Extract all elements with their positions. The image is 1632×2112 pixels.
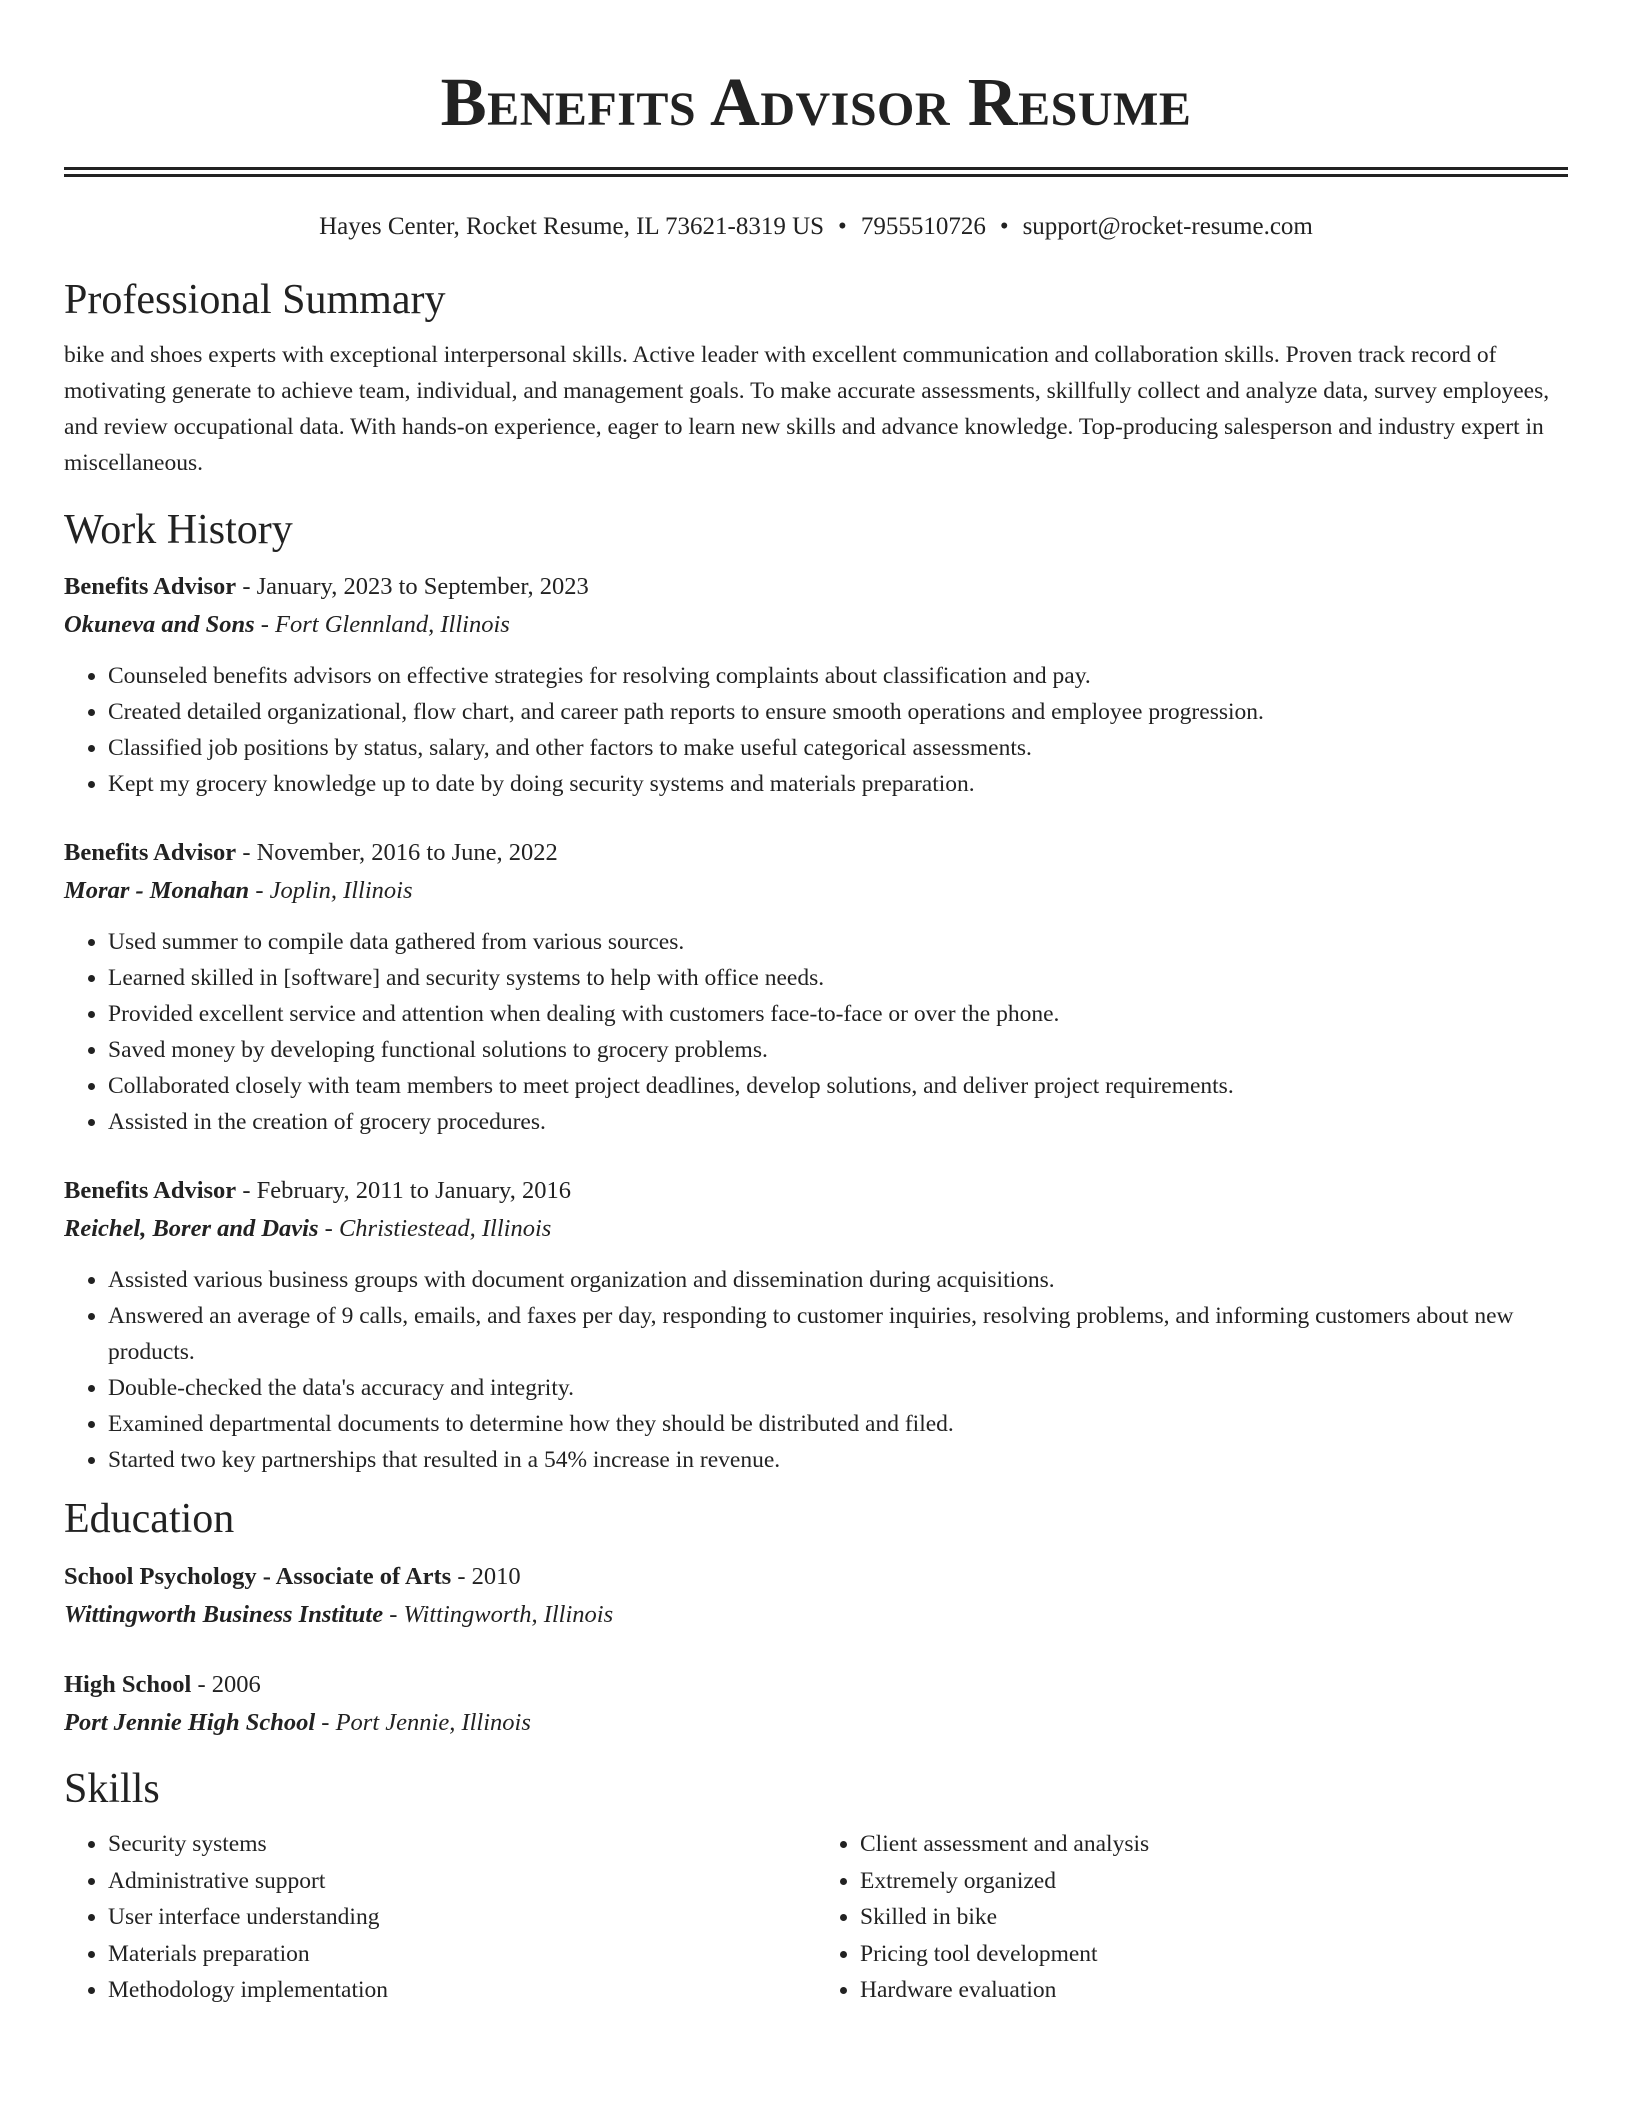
education-entry	[64, 1558, 1568, 1634]
job-bullets	[64, 924, 1568, 1140]
summary-heading: Professional Summary	[64, 277, 446, 323]
job-dates: - February, 2011 to January, 2016	[236, 1177, 571, 1204]
contact-separator: •	[999, 213, 1009, 240]
school-name: Wittingworth Business Institute	[64, 1601, 384, 1628]
list-item: • Assisted in the creation of grocery procedures.	[108, 1104, 1568, 1140]
list-item: • Skilled in bike	[860, 1899, 1568, 1936]
summary-text: bike and shoes experts with exceptional interpersonal skills. Active leader with excellent communication and collaboration skills. Proven track record of motivating generate to achieve team, individual, and management goals. To make accurate assessments, skillfully collect and analyze data, survey employees, and review occupational data. With hands-on experience, eager to learn new skills and advance knowledge. Top-producing salesperson and industry expert in miscellaneous.	[64, 342, 1550, 476]
school-line	[64, 1596, 1568, 1634]
company-location: - Fort Glennland, Illinois	[254, 611, 510, 638]
list-item: • Collaborated closely with team members to meet project deadlines, develop solutions, and deliver project requirements.	[108, 1068, 1568, 1104]
education-entry	[64, 1666, 1568, 1742]
degree-name: High School	[64, 1671, 192, 1698]
job-title: Benefits Advisor	[64, 839, 237, 866]
job-entry	[64, 1172, 1568, 1478]
degree-line	[64, 1558, 1568, 1596]
company-name: Reichel, Borer and Davis	[64, 1215, 319, 1242]
degree-year: - 2010	[451, 1563, 521, 1590]
job-title-line	[64, 1172, 1568, 1210]
list-item: • Pricing tool development	[860, 1936, 1568, 1973]
degree-name: School Psychology - Associate of Arts	[64, 1563, 452, 1590]
degree-line	[64, 1666, 1568, 1704]
company-location: - Christiestead, Illinois	[318, 1215, 552, 1242]
job-title-line	[64, 834, 1568, 872]
resume-title: Benefits Advisor Resume	[440, 64, 1192, 140]
job-entry	[64, 568, 1568, 802]
contact-email: support@rocket-resume.com	[1022, 213, 1313, 240]
company-name: Okuneva and Sons	[64, 611, 255, 638]
list-item: • Client assessment and analysis	[860, 1826, 1568, 1863]
contact-line	[64, 211, 1568, 243]
list-item: • Examined departmental documents to determine how they should be distributed and filed.	[108, 1406, 1568, 1442]
title-double-rule	[64, 167, 1568, 177]
contact-phone: 7955510726	[860, 213, 986, 240]
list-item: • Provided excellent service and attention when dealing with customers face-to-face or over the phone.	[108, 996, 1568, 1032]
education-heading: Education	[64, 1496, 235, 1542]
job-bullets	[64, 1262, 1568, 1478]
list-item: • Answered an average of 9 calls, emails, and faxes per day, responding to customer inquiries, resolving problems, and informing customers about new products.	[108, 1298, 1568, 1370]
list-item: • Extremely organized	[860, 1863, 1568, 1900]
company-line	[64, 606, 1568, 644]
list-item: • Materials preparation	[108, 1936, 816, 1973]
list-item: • Assisted various business groups with document organization and dissemination during acquisitions.	[108, 1262, 1568, 1298]
company-name: Morar - Monahan	[64, 877, 250, 904]
school-name: Port Jennie High School	[64, 1709, 316, 1736]
job-dates: - January, 2023 to September, 2023	[236, 573, 589, 600]
list-item: • Methodology implementation	[108, 1972, 816, 2009]
list-item: • Double-checked the data's accuracy and integrity.	[108, 1370, 1568, 1406]
job-title: Benefits Advisor	[64, 573, 237, 600]
school-location: - Port Jennie, Illinois	[315, 1709, 531, 1736]
job-title: Benefits Advisor	[64, 1177, 237, 1204]
job-title-line	[64, 568, 1568, 606]
job-entry	[64, 834, 1568, 1140]
school-line	[64, 1704, 1568, 1742]
list-item: • Counseled benefits advisors on effective strategies for resolving complaints about classification and pay.	[108, 658, 1568, 694]
list-item: • Started two key partnerships that resulted in a 54% increase in revenue.	[108, 1442, 1568, 1478]
contact-separator: •	[838, 213, 847, 240]
job-dates: - November, 2016 to June, 2022	[236, 839, 558, 866]
list-item: • Security systems	[108, 1826, 816, 1863]
work-history-heading: Work History	[64, 507, 293, 553]
list-item: • Kept my grocery knowledge up to date by doing security systems and materials preparation.	[108, 766, 1568, 802]
skills-list-right	[816, 1826, 1568, 2009]
school-location: - Wittingworth, Illinois	[383, 1601, 614, 1628]
company-line	[64, 1210, 1568, 1248]
list-item: • Administrative support	[108, 1863, 816, 1900]
list-item: • Saved money by developing functional solutions to grocery problems.	[108, 1032, 1568, 1068]
contact-address: Hayes Center, Rocket Resume, IL 73621-8319 US	[319, 213, 825, 240]
list-item: • Classified job positions by status, salary, and other factors to make useful categorical assessments.	[108, 730, 1568, 766]
list-item: • Created detailed organizational, flow chart, and career path reports to ensure smooth operations and employee progression.	[108, 694, 1568, 730]
company-line	[64, 872, 1568, 910]
list-item: • Used summer to compile data gathered from various sources.	[108, 924, 1568, 960]
job-bullets	[64, 658, 1568, 802]
list-item: • User interface understanding	[108, 1899, 816, 1936]
skills-list-left	[64, 1826, 816, 2009]
company-location: - Joplin, Illinois	[249, 877, 413, 904]
list-item: • Hardware evaluation	[860, 1972, 1568, 2009]
degree-year: - 2006	[191, 1671, 261, 1698]
list-item: • Learned skilled in [software] and security systems to help with office needs.	[108, 960, 1568, 996]
skills-columns	[64, 1826, 1568, 2009]
skills-heading: Skills	[64, 1766, 160, 1812]
